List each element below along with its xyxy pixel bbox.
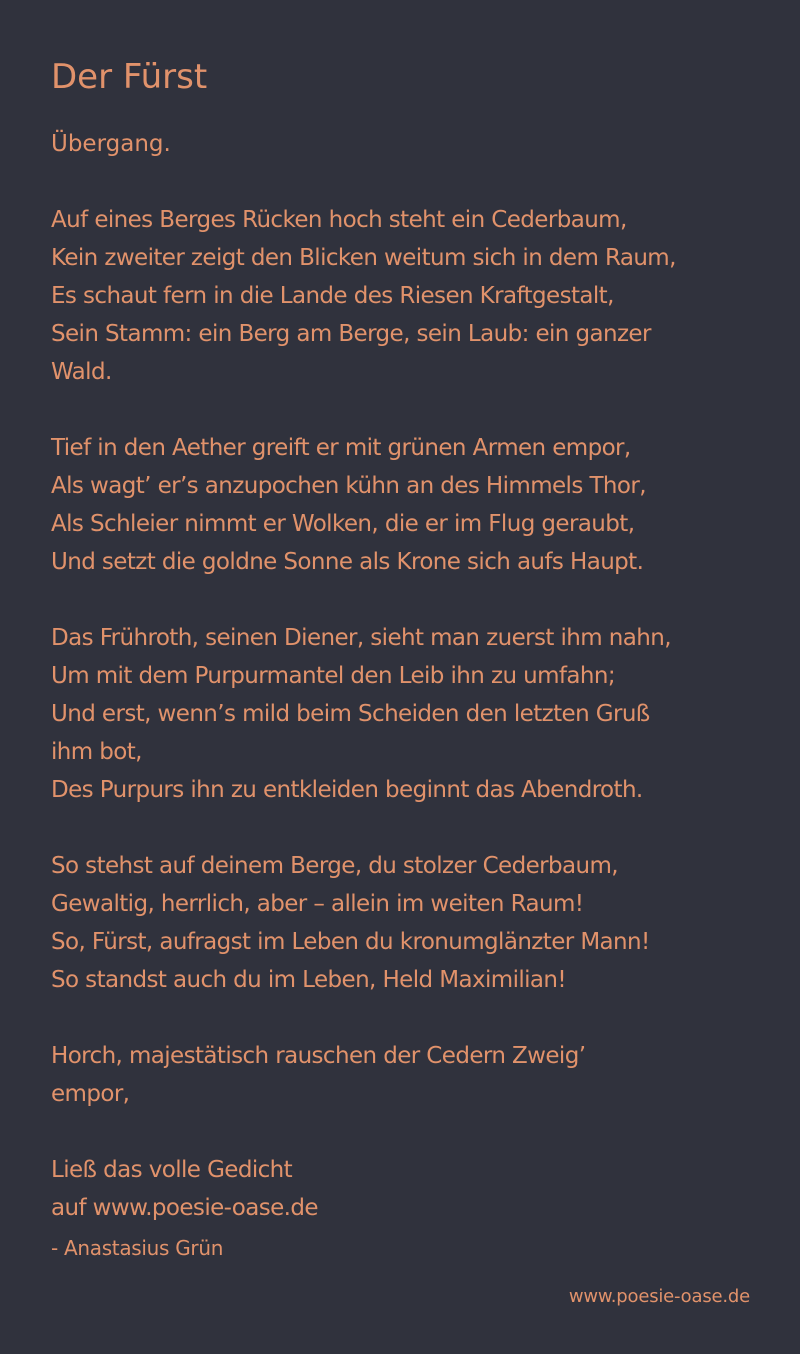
stanza-5: [51, 1037, 771, 1113]
poem-line: So stehst auf deinem Berge, du stolzer Cederbaum,: [51, 853, 618, 879]
stanza-2: [51, 429, 771, 581]
poem-line: Auf eines Berges Rücken hoch steht ein Cederbaum,: [51, 207, 627, 233]
footer-url[interactable]: www.poesie-oase.de: [568, 1286, 750, 1307]
stanza-3: [51, 619, 771, 809]
poem-line: Kein zweiter zeigt den Blicken weitum sich in dem Raum,: [51, 245, 676, 271]
poem-line: Und erst, wenn’s mild beim Scheiden den letzten Gruß: [51, 701, 650, 727]
poem-line: Sein Stamm: ein Berg am Berge, sein Laub: ein ganzer: [51, 321, 651, 347]
poem-line: Als wagt’ er’s anzupochen kühn an des Himmels Thor,: [51, 473, 646, 499]
read-more-line: Ließ das volle Gedicht: [51, 1157, 293, 1183]
poem-line: ihm bot,: [51, 739, 142, 765]
poem-line: So standst auch du im Leben, Held Maximilian!: [51, 967, 567, 993]
read-more-note: [51, 1151, 771, 1227]
poem-line: empor,: [51, 1081, 130, 1107]
poem-line: Horch, majestätisch rauschen der Cedern Zweig’: [51, 1043, 586, 1069]
poem-line: So, Fürst, aufragst im Leben du kronumglänzter Mann!: [51, 929, 650, 955]
stanza-1: [51, 201, 771, 391]
poem-subtitle: Übergang.: [51, 131, 171, 157]
poem-line: Und setzt die goldne Sonne als Krone sich aufs Haupt.: [51, 549, 644, 575]
poem-line: Tief in den Aether greift er mit grünen Armen empor,: [51, 435, 631, 461]
poem-line: Des Purpurs ihn zu entkleiden beginnt das Abendroth.: [51, 777, 643, 803]
poem-card: [51, 57, 771, 1263]
poem-line: Gewaltig, herrlich, aber – allein im weiten Raum!: [51, 891, 584, 917]
poem-line: Als Schleier nimmt er Wolken, die er im Flug geraubt,: [51, 511, 635, 537]
poem-line: Um mit dem Purpurmantel den Leib ihn zu umfahn;: [51, 663, 616, 689]
poem-line: Wald.: [51, 359, 112, 385]
poem-title: Der Fürst: [51, 57, 208, 97]
read-more-link[interactable]: auf www.poesie-oase.de: [51, 1195, 318, 1221]
poem-author: - Anastasius Grün: [51, 1236, 224, 1260]
poem-line: Es schaut fern in die Lande des Riesen Kraftgestalt,: [51, 283, 614, 309]
poem-line: Das Frühroth, seinen Diener, sieht man zuerst ihm nahn,: [51, 625, 671, 651]
stanza-4: [51, 847, 771, 999]
